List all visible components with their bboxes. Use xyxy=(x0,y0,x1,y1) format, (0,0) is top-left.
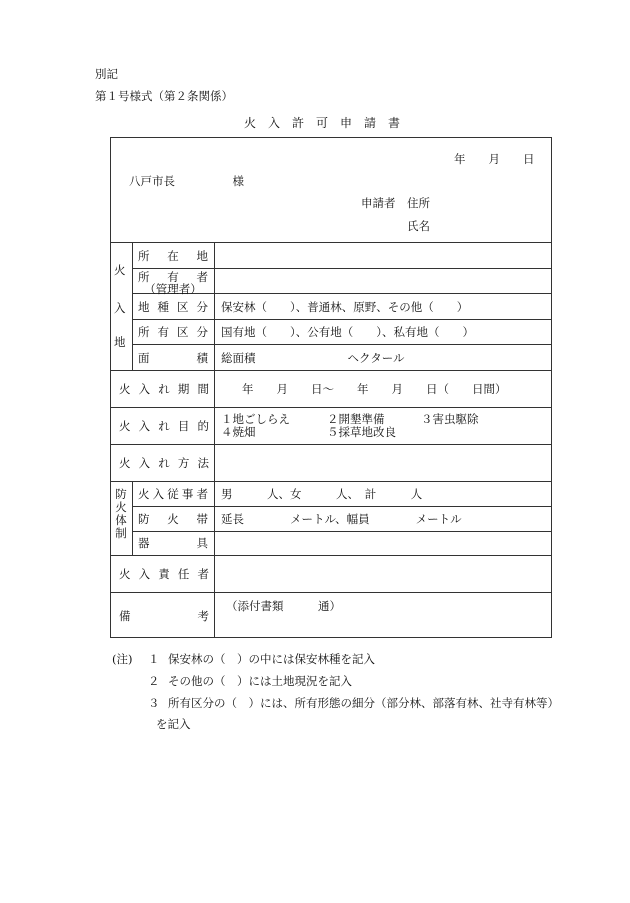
group-label-hi: 火 xyxy=(114,263,126,277)
note-1: 保安林の（ ）の中には保安林種を記入 xyxy=(168,652,375,666)
ownership-value[interactable]: 国有地（ ）、公有地（ ）、私有地（ ） xyxy=(221,325,474,339)
remarks-label: 備 考 xyxy=(119,609,209,623)
applicant-name-label: 氏名 xyxy=(407,219,430,233)
land-type-value[interactable]: 保安林（ ）、普通林、原野、その他（ ） xyxy=(221,300,469,314)
firebreak-label: 防 火 帯 xyxy=(138,512,208,526)
bouka-group-label: 防 火 体 制 xyxy=(115,487,127,540)
manager-label: （管理者） xyxy=(144,282,202,296)
workers-value[interactable]: 男 人、女 人、 計 人 xyxy=(221,487,423,501)
ownership-label: 所 有 区 分 xyxy=(138,325,208,339)
purpose-label: 火 入 れ 目 的 xyxy=(119,419,209,433)
note-2-number: ２ xyxy=(148,674,160,688)
period-label: 火 入 れ 期 間 xyxy=(119,382,209,396)
date-field[interactable]: 年 月 日 xyxy=(454,152,535,166)
form-number: 第１号様式（第２条関係） xyxy=(95,89,233,103)
equipment-label: 器 具 xyxy=(138,536,208,550)
remarks-value[interactable]: （添付書類 通） xyxy=(226,599,341,613)
purpose-option-2[interactable]: ２開墾準備 xyxy=(327,412,385,426)
notes-prefix: (注) xyxy=(112,652,133,666)
note-1-number: １ xyxy=(148,652,160,666)
location-label: 所 在 地 xyxy=(138,249,208,263)
responsible-label: 火 入 責 任 者 xyxy=(119,567,209,581)
area-label: 面 積 xyxy=(138,351,208,365)
note-3-continued: を記入 xyxy=(156,717,191,731)
firebreak-value[interactable]: 延長 メートル、幅員 メートル xyxy=(221,512,462,526)
group-label-iri: 入 xyxy=(114,301,126,315)
purpose-option-5[interactable]: ５採草地改良 xyxy=(327,425,396,439)
purpose-option-1[interactable]: １地ごしらえ xyxy=(221,412,290,426)
note-3-number: ３ xyxy=(148,696,160,710)
purpose-option-4[interactable]: ４焼畑 xyxy=(221,425,256,439)
workers-label: 火 入 従 事 者 xyxy=(138,487,208,501)
period-value[interactable]: 年 月 日～ 年 月 日（ 日間） xyxy=(242,382,507,396)
purpose-option-3[interactable]: ３害虫駆除 xyxy=(421,412,479,426)
besshi-label: 別記 xyxy=(95,67,118,81)
note-2: その他の（ ）には土地現況を記入 xyxy=(168,674,352,688)
application-form-table xyxy=(110,137,552,638)
page-title: 火 入 許 可 申 請 書 xyxy=(244,116,401,130)
area-value[interactable]: 総面積 ヘクタール xyxy=(221,351,405,365)
applicant-address-label: 申請者 住所 xyxy=(361,196,430,210)
land-type-label: 地 種 区 分 xyxy=(138,300,208,314)
owner-label: 所 有 者 xyxy=(138,270,208,284)
method-label: 火 入 れ 方 法 xyxy=(119,456,209,470)
note-3: 所有区分の（ ）には、所有形態の細分（部分林、部落有林、社寺有林等） xyxy=(168,696,559,710)
group-label-chi: 地 xyxy=(114,335,126,349)
addressee: 八戸市長 様 xyxy=(129,174,244,188)
